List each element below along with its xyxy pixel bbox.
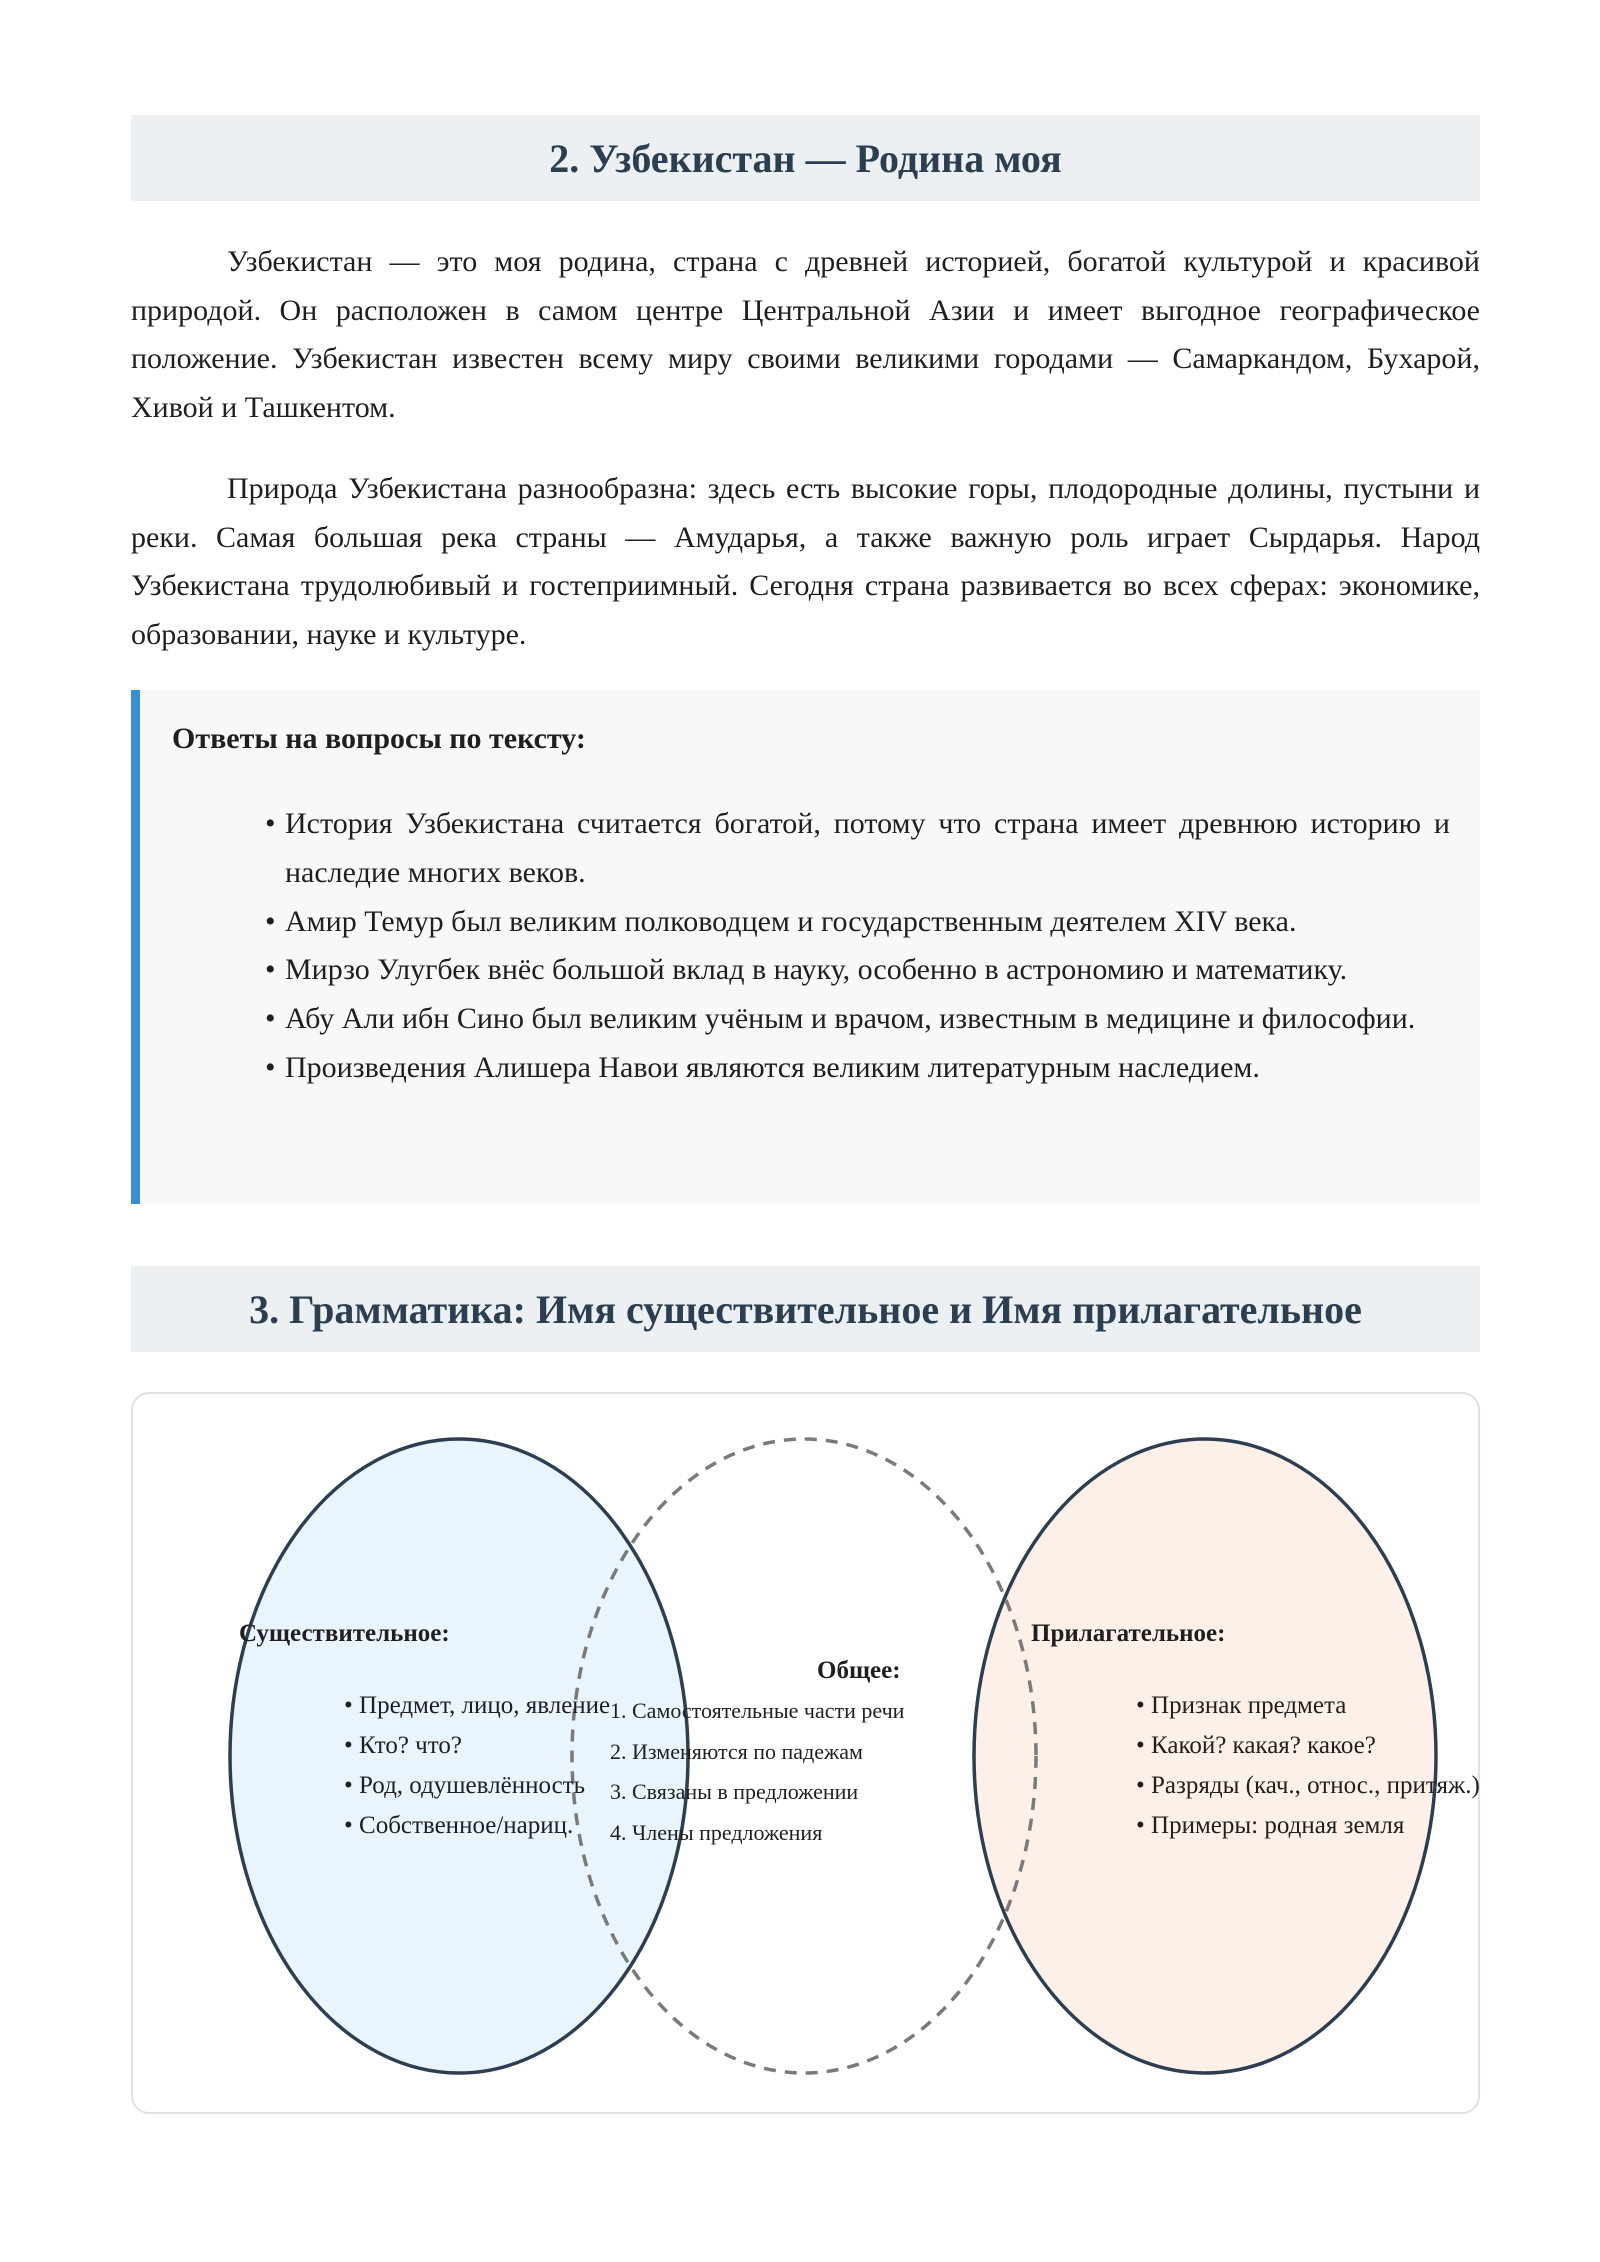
- adjective-item: • Примеры: родная земля: [1136, 1806, 1480, 1846]
- adjective-item: • Разряды (кач., относ., притяж.): [1136, 1766, 1480, 1806]
- adjective-list: [1136, 1686, 1480, 1846]
- common-item: 1. Самостоятельные части речи: [610, 1698, 905, 1723]
- section-3-heading: [131, 1266, 1480, 1352]
- answers-box: [131, 690, 1480, 1204]
- common-item: 2. Изменяются по падежам: [610, 1738, 863, 1764]
- paragraph-1: Узбекистан — это моя родина, страна с древней историей, богатой культурой и красивой природой. Он расположен в самом центре Центральной Азии и имеет выгодное географическое положение. Узбекистан известен всему миру своими великими городами — Самаркандом, Бухарой, Хивой и Ташкентом.: [131, 245, 1480, 424]
- answer-item: • Абу Али ибн Сино был великим учёным и врачом, известным в медицине и философии.: [265, 995, 1450, 1044]
- common-item: 3. Связаны в предложении: [610, 1779, 859, 1804]
- venn-diagram: [131, 1392, 1480, 2114]
- section-2-heading: [131, 115, 1480, 201]
- answers-list: [265, 800, 1450, 1093]
- common-title: Общее:: [817, 1657, 901, 1684]
- answer-item: • Мирзо Улугбек внёс большой вклад в науку, особенно в астрономию и математику.: [265, 946, 1450, 995]
- answer-item: • Произведения Алишера Навои являются великим литературным наследием.: [265, 1044, 1450, 1093]
- adjective-item: • Признак предмета: [1136, 1686, 1480, 1726]
- section-3-title: 3. Грамматика: Имя существительное и Имя прилагательное: [249, 1286, 1362, 1332]
- answer-item: • История Узбекистана считается богатой, потому что страна имеет древнюю историю и наследие многих веков.: [265, 800, 1450, 898]
- adjective-title: Прилагательное:: [1031, 1620, 1226, 1647]
- noun-item: • Предмет, лицо, явление: [344, 1686, 610, 1726]
- noun-list: [344, 1686, 610, 1846]
- common-item: 4. Члены предложения: [610, 1819, 823, 1845]
- answer-item: • Амир Темур был великим полководцем и государственным деятелем XIV века.: [265, 898, 1450, 947]
- noun-item: • Род, одушевлённость: [344, 1766, 610, 1806]
- noun-item: • Кто? что?: [344, 1726, 610, 1766]
- answers-title: Ответы на вопросы по тексту:: [172, 722, 586, 755]
- noun-title: Существительное:: [239, 1620, 450, 1647]
- adjective-item: • Какой? какая? какое?: [1136, 1726, 1480, 1766]
- paragraph-2: Природа Узбекистана разнообразна: здесь есть высокие горы, плодородные долины, пустыни и реки. Самая большая река страны — Амударья, а также важную роль играет Сырдарья. Народ Узбекистана трудолюбивый и гостеприимный. Сегодня страна развивается во всех сферах: экономике, образовании, науке и культуре.: [131, 472, 1480, 651]
- noun-item: • Собственное/нариц.: [344, 1806, 610, 1846]
- section-2-title: 2. Узбекистан — Родина моя: [549, 135, 1062, 181]
- common-list: [610, 1691, 904, 1853]
